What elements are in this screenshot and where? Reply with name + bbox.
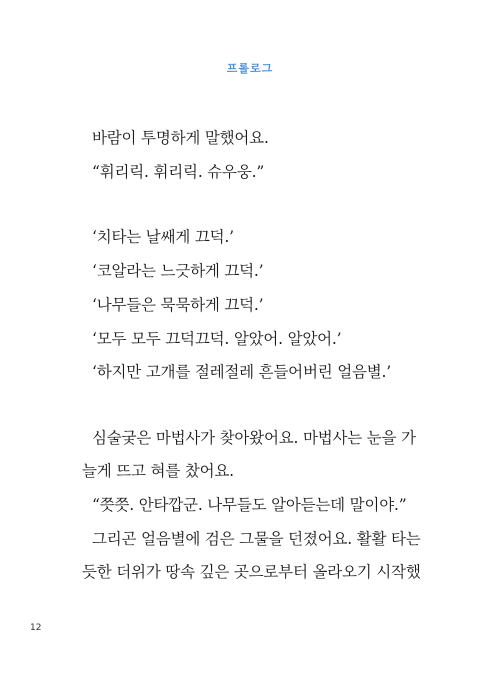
text-line: ‘하지만 고개를 절레절레 흔들어버린 얼음별.’ (92, 363, 392, 381)
text-line: “쯧쯧. 안타깝군. 나무들도 알아듣는데 말이야.” (92, 496, 407, 514)
text-line: 늘게 뜨고 혀를 찼어요. (82, 462, 234, 480)
chapter-title: 프롤로그 (226, 62, 274, 75)
text-line: ‘코알라는 느긋하게 끄덕.’ (92, 262, 264, 280)
page-number: 12 (30, 623, 42, 633)
text-line: ‘모두 모두 끄덕끄덕. 알았어. 알았어.’ (92, 330, 342, 348)
text-line: ‘나무들은 묵묵하게 끄덕.’ (92, 296, 264, 314)
text-line: 그리곤 얼음별에 검은 그물을 던졌어요. 활활 타는 (92, 530, 421, 548)
text-line: “휘리릭. 휘리릭. 슈우웅.” (92, 163, 265, 181)
text-line: 바람이 투명하게 말했어요. (92, 129, 269, 147)
text-line: 듯한 더위가 땅속 깊은 곳으로부터 올라오기 시작했 (82, 563, 421, 581)
text-line: ‘치타는 날쌔게 끄덕.’ (92, 228, 234, 246)
text-line: 심술궂은 마법사가 찾아왔어요. 마법사는 눈을 가 (92, 429, 416, 447)
